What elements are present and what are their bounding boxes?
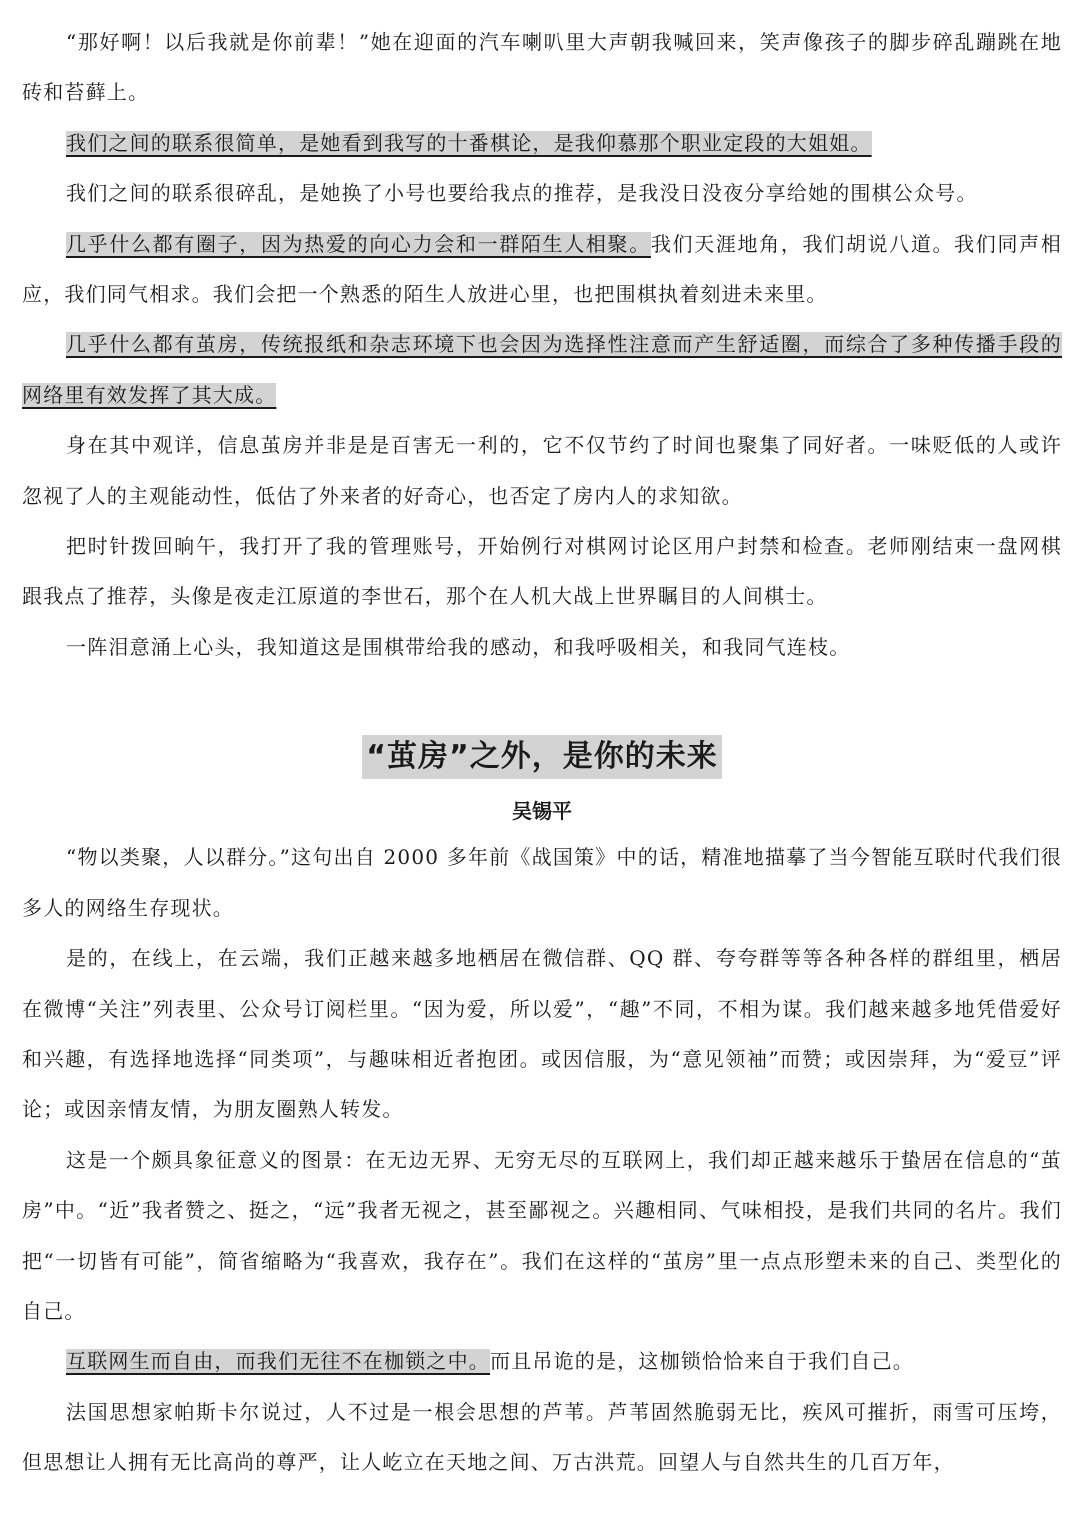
- paragraph: 身在其中观详，信息茧房并非是是百害无一利的，它不仅节约了时间也聚集了同好者。一味贬低的人或许忽视了人的主观能动性，低估了外来者的好奇心，也否定了房内人的求知欲。: [22, 433, 1062, 508]
- highlighted-sentence: 互联网生而自由，而我们无往不在枷锁之中。: [66, 1349, 490, 1374]
- paragraph: “那好啊！以后我就是你前辈！”她在迎面的汽车喇叭里大声朝我喊回来，笑声像孩子的脚步碎乱蹦跳在地砖和苔藓上。: [22, 30, 1062, 105]
- document-page: [22, 17, 1062, 1488]
- article-title-row: [22, 730, 1062, 792]
- article-title: “茧房”之外，是你的未来: [362, 735, 721, 779]
- paragraph: 是的，在线上，在云端，我们正越来越多地栖居在微信群、QQ 群、夸夸群等等各种各样的群组里，栖居在微博“关注”列表里、公众号订阅栏里。“因为爱，所以爱”，“趣”不同，不相为谋。我们越来越多地凭借爱好和兴趣，有选择地选择“同类项”，与趣味相近者抱团。或因信服，为“意见领袖”而赞；或因崇拜，为“爱豆”评论；或因亲情友情，为朋友圈熟人转发。: [22, 946, 1063, 1122]
- paragraph-highlighted: [22, 118, 1062, 168]
- article-author: 吴锡平: [512, 799, 572, 824]
- section-gap: [22, 672, 1062, 730]
- highlighted-sentence: 几乎什么都有圈子，因为热爱的向心力会和一群陌生人相聚。: [66, 231, 651, 256]
- highlighted-sentence: 我们之间的联系很简单，是她看到我写的十番棋论，是我仰慕那个职业定段的大姐姐。: [66, 130, 872, 155]
- highlighted-sentence: 几乎什么都有茧房，传统报纸和杂志环境下也会因为选择性注意而产生舒适圈，而综合了多种传播手段的网络里有效发挥了其大成。: [22, 332, 1062, 407]
- paragraph-mixed: [22, 219, 1062, 320]
- paragraph: “物以类聚，人以群分。”这句出自 2000 多年前《战国策》中的话，精准地描摹了当今智能互联时代我们很多人的网络生存现状。: [22, 845, 1062, 920]
- paragraph: 把时针拨回晌午，我打开了我的管理账号，开始例行对棋网讨论区用户封禁和检查。老师刚结束一盘网棋跟我点了推荐，头像是夜走江原道的李世石，那个在人机大战上世界瞩目的人间棋士。: [22, 534, 1062, 609]
- paragraph-mixed: [22, 1336, 1062, 1386]
- paragraph-highlighted: [22, 319, 1062, 420]
- paragraph: 一阵泪意涌上心头，我知道这是围棋带给我的感动，和我呼吸相关，和我同气连枝。: [66, 634, 851, 659]
- paragraph: 这是一个颇具象征意义的图景：在无边无界、无穷无尽的互联网上，我们却正越来越乐于蛰居在信息的“茧房”中。“近”我者赞之、挺之，“远”我者无视之，甚至鄙视之。兴趣相同、气味相投，是我们共同的名片。我们把“一切皆有可能”，简省缩略为“我喜欢，我存在”。我们在这样的“茧房”里一点点形塑未来的自己、类型化的自己。: [22, 1147, 1062, 1323]
- paragraph-text: 我们天涯地角，我们胡说八道。我们同声相应，我们同气相求。我们会把一个熟悉的陌生人放进心里，也把围棋执着刻进未来里。: [22, 231, 1062, 307]
- paragraph: 法国思想家帕斯卡尔说过，人不过是一根会思想的芦苇。芦苇固然脆弱无比，疾风可摧折，雨雪可压垮，但思想让人拥有无比高尚的尊严，让人屹立在天地之间、万古洪荒。回望人与自然共生的几百万年，: [22, 1399, 1062, 1475]
- paragraph-text: 而且吊诡的是，这枷锁恰恰来自于我们自己。: [490, 1349, 914, 1374]
- paragraph: 我们之间的联系很碎乱，是她换了小号也要给我点的推荐，是我没日没夜分享给她的围棋公众号。: [66, 181, 978, 206]
